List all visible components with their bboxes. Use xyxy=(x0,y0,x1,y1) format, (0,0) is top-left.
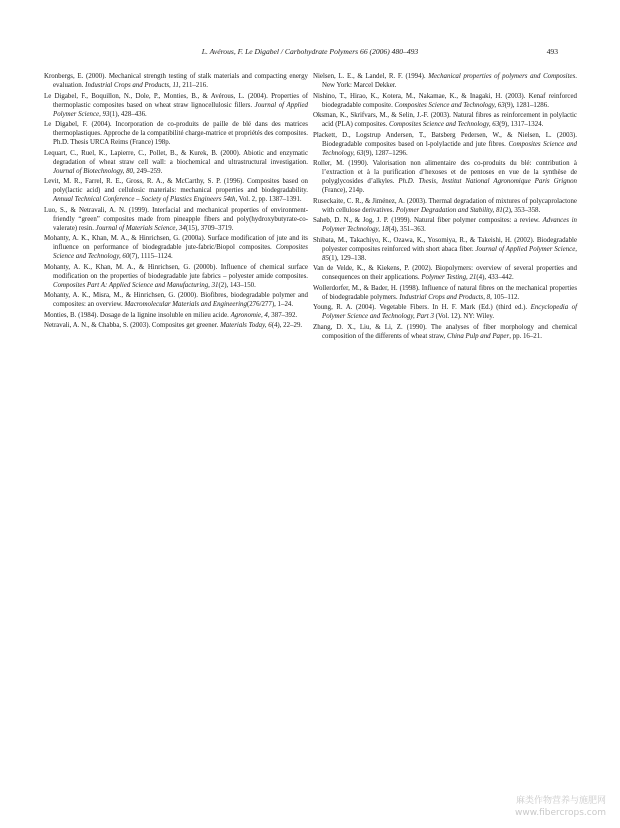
reference-item: Le Digabel, F. (2004). Incorporation de co-produits de paille de blé dans des matrices thermoplastiques. Approche de la compatibilité charge-matrice et propriétés des composites. Ph.D. Thesis URCA Reims (France) 198p. xyxy=(44,121,308,146)
reference-item: Mohanty, A. K., Khan, M. A., & Hinrichsen, G. (2000b). Influence of chemical surface modification on the properties of biodegradable jute fabrics – polyester amide composites. Composites Part A: Applied Science and Manufacturing, 31(2), 143–150. xyxy=(44,263,308,289)
reference-column-left xyxy=(44,72,308,332)
page-number: 493 xyxy=(546,47,558,56)
reference-item: Monties, B. (1984). Dosage de la lignine insoluble en milieu acide. Agronomie, 4, 387–392. xyxy=(44,311,298,319)
reference-item: Levit, M. R., Farrel, R. E., Gross, R. A., & McCarthy, S. P. (1996). Composites based on poly(lactic acid) and cellulosic materials: mechanical properties and biodegradability. Annual Technical Conference – Society of Plastics Engineers 54th, Vol. 2, pp. 1387–1391. xyxy=(44,178,308,203)
site-watermark xyxy=(515,795,606,819)
reference-item: Wollerdorfer, M., & Bader, H. (1998). Influence of natural fibres on the mechanical properties of biodegradable polymers. Industrial Crops and Products, 8, 105–112. xyxy=(313,284,577,301)
reference-item: Nielsen, L. E., & Landel, R. F. (1994). Mechanical properties of polymers and Composites. New York: Marcel Dekker. xyxy=(313,73,577,89)
reference-item: Oksman, K., Skrifvars, M., & Selin, J.-F. (2003). Natural fibres as reinforcement in polylactic acid (PLA) composites. Composites Science and Technology, 63(9), 1317–1324. xyxy=(313,112,577,128)
reference-item: Roller, M. (1990). Valorisation non alimentaire des co-produits du blé: contribution à l’extraction et à la purification d’hexoses et de pentoses en vue de la synthèse de polyglycosides d’alkyles. Ph.D. Thesis, Institut National Agronomique Paris Grignon (France), 214p. xyxy=(313,160,577,194)
reference-column-right xyxy=(313,72,577,342)
reference-item: Plackett, D., Logstrup Andersen, T., Batsberg Pedersen, W., & Nielsen, L. (2003). Biodegradable composites based on l-polylactide and jute fibres. Composites Science and Technology, 63(9), 1287–1296. xyxy=(313,131,578,157)
reference-item: Kronbergs, E. (2000). Mechanical strength testing of stalk materials and compacting energy evaluation. Industrial Crops and Products, 11, 211–216. xyxy=(44,73,308,89)
reference-item: Zhang, D. X., Liu, & Li, Z. (1990). The analyses of fiber morphology and chemical composition of the differents of wheat straw, China Pulp and Paper, pp. 16–21. xyxy=(313,323,577,340)
running-header: L. Avérous, F. Le Digabel / Carbohydrate Polymers 66 (2006) 480–493 xyxy=(201,47,419,56)
reference-item: Mohanty, A. K., Khan, M. A., & Hinrichsen, G. (2000a). Surface modification of jute and its influence on performance of biodegradable jute-fabric/Biopol composites. Composites Science and Technology, 60(7), 1115–1124. xyxy=(44,235,308,260)
watermark-chinese: 麻类作物营养与施肥网 xyxy=(515,796,606,806)
reference-item: Van de Velde, K., & Kiekens, P. (2002). Biopolymers: overview of several properties and consequences on their applications. Polymer Testing, 21(4), 433–442. xyxy=(313,265,577,281)
reference-item: Le Digabel, F., Boquillon, N., Dole, P., Monties, B., & Avérous, L. (2004). Properties of thermoplastic composites based on wheat straw lignocellulosic fillers. Journal of Applied Polymer Science, 93(1), 428–436. xyxy=(44,92,308,118)
reference-item: Nishino, T., Hirao, K., Kotera, M., Nakamae, K., & Inagaki, H. (2003). Kenaf reinforced biodegradable composite. Composites Science and Technology, 63(9), 1281–1286. xyxy=(313,92,577,109)
watermark-url: www.fibercrops.com xyxy=(515,808,606,818)
reference-item: Young, R. A. (2004). Vegetable Fibers. In H. F. Mark (Ed.) (third ed.). Encyclopedia of Polymer Science and Technology, Part 3 (Vol. 12). NY: Wiley. xyxy=(313,304,577,320)
reference-item: Saheb, D. N., & Jog, J. P. (1999). Natural fiber polymer composites: a review. Advances in Polymer Technology, 18(4), 351–363. xyxy=(313,217,578,233)
reference-item: Luo, S., & Netravali, A. N. (1999). Interfacial and mechanical properties of environment-friendly “green” composites made from pineapple fibers and poly(hydroxybutyrate-co-valerate) resin. Journal of Materials Science, 34(15), 3709–3719. xyxy=(44,206,308,232)
reference-item: Ruseckaite, C. R., & Jiménez, A. (2003). Thermal degradation of mixtures of polycaprolactone with cellulose derivatives. Polymer Degradation and Stability, 81(2), 353–358. xyxy=(313,197,577,214)
reference-item: Mohanty, A. K., Misra, M., & Hinrichsen, G. (2000). Biofibres, biodegradable polymer and composites: an overview. Macromolecular Materials and Engineering(276/277), 1–24. xyxy=(44,292,308,308)
reference-item: Shibata, M., Takachiyo, K., Ozawa, K., Yosomiya, R., & Takeishi, H. (2002). Biodegradable polyester composites reinforced with short abaca fiber. Journal of Applied Polymer Science, 85(1), 129–138. xyxy=(313,236,577,262)
reference-item: Netravali, A. N., & Chabba, S. (2003). Composites get greener. Materials Today, 6(4), 22–29. xyxy=(44,322,303,329)
reference-item: Lequart, C., Ruel, K., Lapierre, C., Pollet, B., & Kurek, B. (2000). Abiotic and enzymatic degradation of wheat straw cell wall: a biochemical and ultrastructural investigation. Journal of Biotechnology, 80, 249–259. xyxy=(44,149,308,175)
